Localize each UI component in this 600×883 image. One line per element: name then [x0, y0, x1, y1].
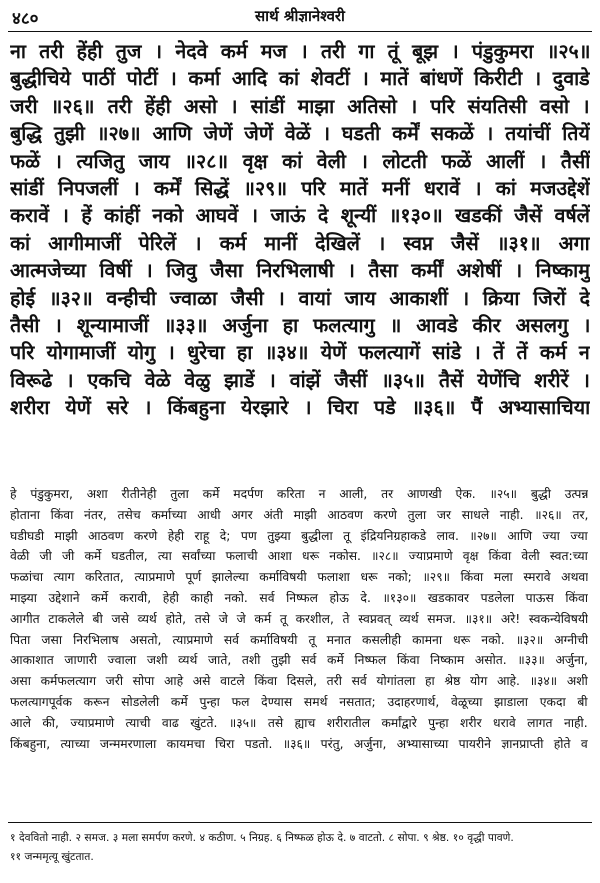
- verse-line: बुद्धीचिये पाठीं पोटीं । कर्मा आदि कां शेवटीं । मातें बांधणें किरीटी । दुवाडे: [10, 67, 590, 91]
- verse-line: होई ॥३२॥ वन्हीची ज्वाळा जैसी । वायां जाय आकाशीं । क्रिया जिरों दे: [10, 286, 590, 310]
- verse-line: शरीरा येणें सरे । किंबहुना येरझारे । चिरा पडे ॥३६॥ पैं अभ्यासाचिया: [10, 396, 590, 420]
- verse-line: सांडीं निपजलीं । कर्में सिद्धें ॥२९॥ परि मातें मनीं धरावें । कां मजउद्देशें: [10, 177, 590, 201]
- verse-line: परि योगामाजीं योगु । धुरेचा हा ॥३४॥ येणें फलत्यागें सांडे । तें तें कर्म न: [10, 341, 590, 365]
- verse-line: जरी ॥२६॥ तरी हेंही असो । सांडीं माझा अतिसो । परि संयतिसी वसो ।: [10, 94, 590, 118]
- footnotes: [10, 828, 588, 872]
- verse-line: आत्मजेच्या विषीं । जिवु जैसा निरभिलाषी । तैसा कर्मीं अशेषीं । निष्कामु: [10, 259, 590, 283]
- footnote-line: १ देववितो नाही. २ समज. ३ मला समर्पण करणे. ४ कठीण. ५ निग्रह. ६ निष्फळ होऊ दे. ७ वाटतो. ८ सोपा. ९ श्रेष्ठ. १० वृद्धी पावणे.: [10, 831, 514, 844]
- commentary-line: फळांचा त्याग करितात, त्याप्रमाणे पूर्ण झालेल्या कर्माविषयी फलाशा धरू नको; ॥२९॥ किंवा मला स्मरावे अथवा: [10, 570, 588, 585]
- footnote-line: ११ जन्ममृत्यू खुंटतात.: [10, 850, 94, 863]
- verse-line: फळें । त्यजितु जाय ॥२८॥ वृक्ष कां वेली । लोटती फळें आलीं । तैसीं: [10, 149, 590, 173]
- commentary-text: [10, 484, 588, 818]
- commentary-line: घडीघडी माझी आठवण करणे हेही राहू दे; पण तुझ्या बुद्धीला तू इंद्रियनिग्रहाकडे लाव. ॥२७॥ आणि ज्या ज्या: [10, 528, 588, 543]
- page-number: ४८०: [12, 9, 39, 29]
- commentary-line: आकाशात जाणारी ज्वाला जशी व्यर्थ जाते, तशी तुझी सर्व कर्मे निष्फल किंवा निष्काम असोत. ॥३३॥ अर्जुना,: [10, 653, 588, 668]
- commentary-line: वेळी जी जी कर्मे घडतील, त्या सर्वांच्या फलाची आशा धरू नकोस. ॥२८॥ ज्याप्रमाणे वृक्ष किंवा वेली स्वत:च्या: [10, 549, 588, 564]
- commentary-line: हे पंडुकुमरा, अशा रीतीनेही तुला कर्मे मदर्पण करिता न आली, तर आणखी ऐक. ॥२५॥ बुद्धी उत्पन्न: [10, 487, 588, 501]
- verse-line: तैसी । शून्यामाजीं ॥३३॥ अर्जुना हा फलत्यागु ॥ आवडे कीर असलगु ।: [10, 314, 590, 338]
- commentary-line: आले की, ज्याप्रमाणे त्याची वाढ खुंटते. ॥३५॥ तसे ह्याच शरीरातील कर्मांद्वारे पुन्हा शरीर धरावे लागत नाही.: [10, 715, 588, 730]
- verse-line: करावें । हें कांहीं नको आघवें । जाऊं दे शून्यीं ॥१३०॥ खडकीं जैसें वर्षलें: [10, 204, 590, 228]
- commentary-line: फलत्यागपूर्वक करून सोडलेली कर्मे पुन्हा फल देण्यास समर्थ नसतात; उदाहरणार्थ, वेळूच्या झाडाला एकदा बी: [10, 694, 588, 709]
- commentary-line: आगीत टाकलेले बी जसे व्यर्थ होते, तसे जे जे कर्म तू करशील, ते स्वप्नवत् व्यर्थ समज. ॥३१॥ अरे! स्वकन्येविषयी: [10, 611, 588, 626]
- running-title: सार्थ श्रीज्ञानेश्वरी: [255, 7, 345, 25]
- verse-text: [10, 38, 590, 450]
- commentary-line: माझ्या उद्देशाने कर्मे करावी, हेही काही नको. सर्व निष्फल होऊ दे. ॥१३०॥ खडकावर पडलेला पाऊस किंवा: [10, 590, 588, 605]
- commentary-line: किंबहुना, त्याच्या जन्ममरणाला कायमचा चिरा पडतो. ॥३६॥ परंतु, अर्जुना, अभ्यासाच्या पायरीने ज्ञानप्राप्ती होते व: [10, 736, 588, 751]
- header-divider: [8, 31, 592, 32]
- footnote-divider: [8, 822, 592, 823]
- commentary-line: होताना किंवा नंतर, तसेच कर्माच्या आधी अगर अंती माझी आठवण करणे तुला जर साधले नाही. ॥२६॥ तर,: [10, 507, 588, 522]
- commentary-line: असा कर्मफलत्याग जरी सोपा आहे असे वाटले किंवा दिसले, तरी सर्व योगांतला हा श्रेष्ठ योग आहे. ॥३४॥ अशी: [10, 674, 588, 689]
- verse-line: बुद्धि तुझी ॥२७॥ आणि जेणें जेणें वेळें । घडती कर्में सकळें । तयांचीं तियें: [10, 122, 590, 146]
- page-header: [12, 4, 588, 30]
- verse-line: कां आगीमाजीं पेरिलें । कर्म मानीं देखिलें । स्वप्न जैसें ॥३१॥ अगा: [10, 231, 590, 255]
- verse-line: विरूढे । एकचि वेळे वेळु झाडें । वांझें जैसीं ॥३५॥ तैसें येणेंचि शरीरें ।: [10, 368, 590, 392]
- verse-line: ना तरी हेंही तुज । नेदवे कर्म मज । तरी गा तूं बूझ । पंडुकुमरा ॥२५॥: [10, 40, 590, 63]
- commentary-line: पिता जसा निरभिलाष असतो, त्याप्रमाणे सर्व कर्माविषयी तू मनात कसलीही कामना धरू नको. ॥३२॥ अग्नीची: [10, 632, 588, 647]
